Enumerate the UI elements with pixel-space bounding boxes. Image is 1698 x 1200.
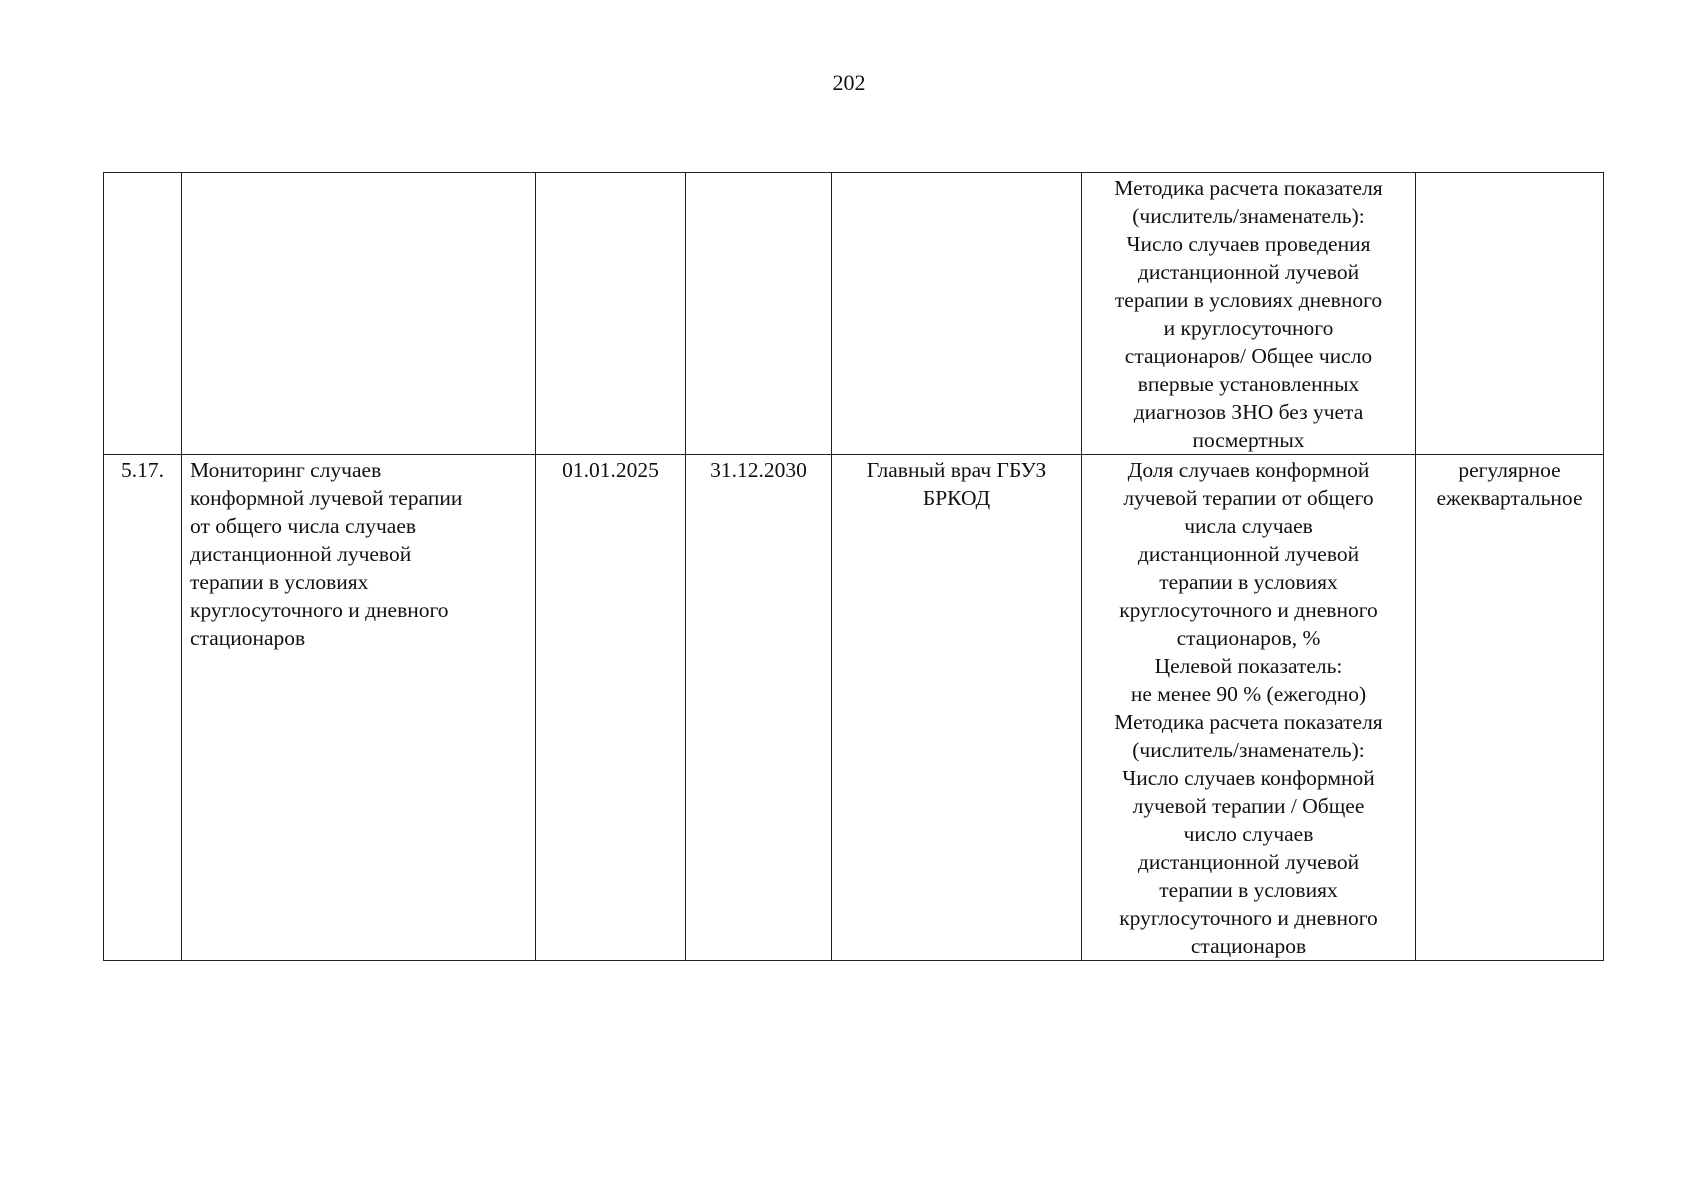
row-number-cell [104, 173, 182, 455]
start-date-cell: 01.01.2025 [536, 455, 686, 961]
start-date-cell [536, 173, 686, 455]
indicator-cell-line: лучевой терапии / Общее [1132, 794, 1365, 818]
indicator-cell-line: стационаров/ Общее число [1124, 344, 1373, 368]
event-name-cell-line: круглосуточного и дневного [190, 598, 449, 622]
indicator-cell-line: круглосуточного и дневного [1119, 906, 1378, 930]
indicator-cell-line: круглосуточного и дневного [1119, 598, 1378, 622]
table-row [104, 455, 1604, 961]
end-date-cell: 31.12.2030 [686, 455, 832, 961]
event-name-cell-line: дистанционной лучевой [190, 542, 412, 566]
frequency-cell [1416, 455, 1604, 961]
indicator-cell-line: стационаров, % [1176, 626, 1321, 650]
indicator-cell [1082, 173, 1416, 455]
indicator-cell-line: Методика расчета показателя [1114, 710, 1383, 734]
responsible-cell [832, 173, 1082, 455]
frequency-cell-line: ежеквартальное [1436, 486, 1583, 510]
indicator-cell-line: не менее 90 % (ежегодно) [1130, 682, 1367, 706]
event-name-cell-line: конформной лучевой терапии [190, 486, 463, 510]
event-name-cell-line: терапии в условиях [190, 570, 369, 594]
indicator-cell-line: терапии в условиях дневного [1114, 288, 1383, 312]
event-name-cell-line: Мониторинг случаев [190, 458, 382, 482]
indicator-cell-line: терапии в условиях [1159, 878, 1338, 902]
indicator-cell [1082, 455, 1416, 961]
table-row [104, 173, 1604, 455]
indicator-cell-line: и круглосуточного [1163, 316, 1334, 340]
indicator-cell-line: стационаров [1190, 934, 1307, 958]
plan-table [103, 172, 1604, 961]
responsible-cell [832, 455, 1082, 961]
indicator-cell-line: число случаев [1183, 822, 1314, 846]
indicator-cell-line: диагнозов ЗНО без учета [1133, 400, 1364, 424]
indicator-cell-line: дистанционной лучевой [1137, 850, 1360, 874]
indicator-cell-line: впервые установленных [1137, 372, 1360, 396]
indicator-cell-line: Доля случаев конформной [1127, 458, 1370, 482]
event-name-cell-line: стационаров [190, 626, 306, 650]
indicator-cell-line: Число случаев конформной [1122, 766, 1375, 790]
indicator-cell-line: лучевой терапии от общего [1123, 486, 1374, 510]
row-number-cell: 5.17. [104, 455, 182, 961]
indicator-cell-line: дистанционной лучевой [1137, 260, 1360, 284]
responsible-cell-line: БРКОД [922, 486, 991, 510]
indicator-cell-line: терапии в условиях [1159, 570, 1338, 594]
indicator-cell-line: числа случаев [1184, 514, 1313, 538]
table-body [104, 173, 1604, 961]
indicator-cell-line: посмертных [1192, 428, 1305, 452]
indicator-cell-line: Целевой показатель: [1154, 654, 1343, 678]
indicator-cell-line: (числитель/знаменатель): [1132, 738, 1365, 762]
event-name-cell [182, 455, 536, 961]
indicator-cell-line: (числитель/знаменатель): [1132, 204, 1365, 228]
indicator-cell-line: Число случаев проведения [1126, 232, 1371, 256]
frequency-cell-line: регулярное [1458, 458, 1561, 482]
indicator-cell-line: Методика расчета показателя [1114, 176, 1383, 200]
indicator-cell-line: дистанционной лучевой [1137, 542, 1360, 566]
event-name-cell [182, 173, 536, 455]
frequency-cell [1416, 173, 1604, 455]
page-number: 202 [832, 70, 866, 95]
end-date-cell [686, 173, 832, 455]
responsible-cell-line: Главный врач ГБУЗ [866, 458, 1047, 482]
event-name-cell-line: от общего числа случаев [190, 514, 417, 538]
